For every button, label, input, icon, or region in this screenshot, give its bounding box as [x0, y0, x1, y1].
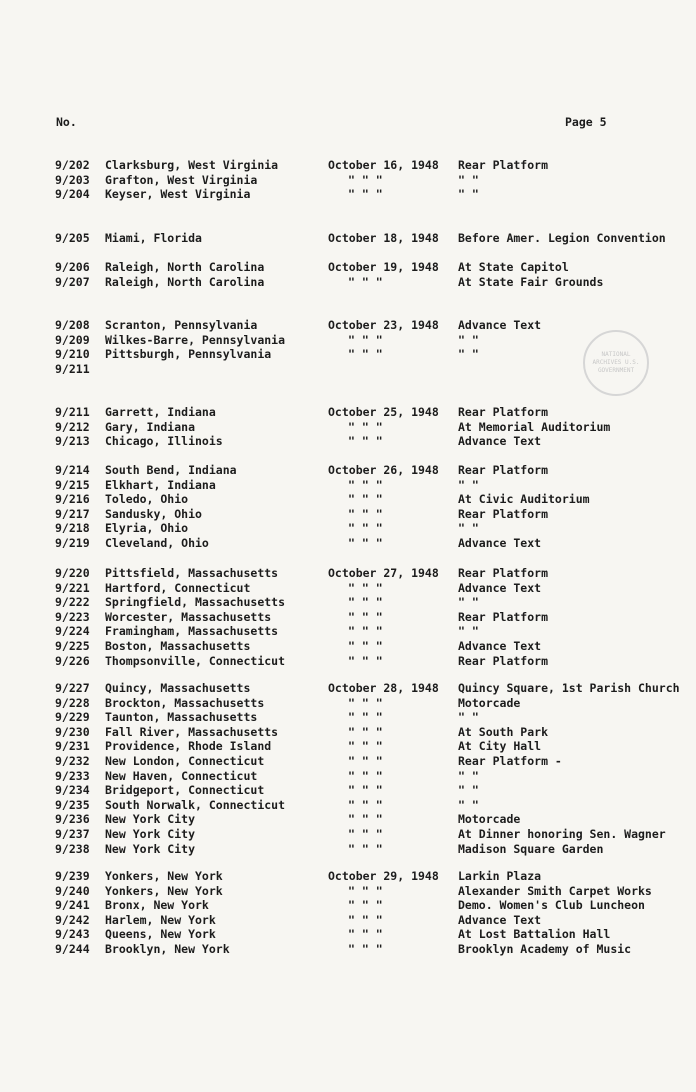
entry-place: Harlem, New York	[105, 912, 216, 927]
entry-group	[0, 405, 696, 449]
entry-date: October 27, 1948	[328, 566, 439, 580]
entry-row	[0, 769, 696, 784]
entry-row	[0, 158, 696, 173]
entry-row	[0, 827, 696, 842]
entry-place: Pittsburgh, Pennsylvania	[105, 347, 272, 362]
entry-row	[0, 362, 696, 377]
entry-number: 9/211	[55, 405, 90, 419]
entry-row	[0, 536, 696, 551]
entry-event: " "	[458, 783, 479, 798]
entry-place: Yonkers, New York	[105, 869, 223, 883]
entry-date: " " "	[348, 826, 383, 841]
entry-event: " "	[458, 521, 479, 536]
entry-row	[0, 710, 696, 725]
entry-event: Advance Text	[458, 318, 542, 332]
entry-number: 9/207	[55, 274, 90, 289]
entry-number: 9/210	[55, 347, 90, 362]
entry-place: Queens, New York	[105, 927, 216, 942]
entry-event: Rear Platform	[458, 158, 549, 172]
entry-place: Pittsfield, Massachusetts	[105, 566, 279, 580]
entry-place: Fall River, Massachusetts	[105, 724, 279, 739]
entry-number: 9/215	[55, 477, 90, 492]
entry-number: 9/233	[55, 768, 90, 783]
entry-row	[0, 842, 696, 857]
entry-date: October 28, 1948	[328, 681, 439, 695]
entry-row	[0, 798, 696, 813]
entry-row	[0, 405, 696, 420]
entry-number: 9/216	[55, 492, 90, 507]
entry-group	[0, 260, 696, 289]
number-column-header: No.	[56, 115, 77, 129]
entry-place: South Bend, Indiana	[105, 463, 237, 477]
entry-place: Sandusky, Ohio	[105, 506, 202, 521]
entry-place: New York City	[105, 826, 196, 841]
entry-event: Before Amer. Legion Convention	[458, 231, 666, 245]
entry-number: 9/230	[55, 724, 90, 739]
entry-number: 9/242	[55, 912, 90, 927]
entry-row	[0, 739, 696, 754]
entry-row	[0, 420, 696, 435]
entry-date: " " "	[348, 653, 383, 668]
entry-row	[0, 521, 696, 536]
entry-date: " " "	[348, 535, 383, 550]
entry-event: " "	[458, 624, 479, 639]
entry-row	[0, 696, 696, 711]
entry-event: Rear Platform	[458, 566, 549, 580]
entry-row	[0, 654, 696, 669]
entry-date: " " "	[348, 187, 383, 202]
entry-event: Motorcade	[458, 695, 521, 710]
entry-place: Brooklyn, New York	[105, 941, 230, 956]
entry-date: " " "	[348, 506, 383, 521]
entry-event: At Memorial Auditorium	[458, 419, 611, 434]
entry-event: Advance Text	[458, 638, 542, 653]
entry-row	[0, 434, 696, 449]
entry-row	[0, 478, 696, 493]
entry-date: " " "	[348, 580, 383, 595]
entry-event: Rear Platform	[458, 609, 549, 624]
entry-date: " " "	[348, 624, 383, 639]
entry-number: 9/222	[55, 595, 90, 610]
entry-row	[0, 681, 696, 696]
entry-group	[0, 231, 696, 246]
entry-event: Larkin Plaza	[458, 869, 542, 883]
entry-number: 9/228	[55, 695, 90, 710]
entry-row	[0, 318, 696, 333]
entry-place: Springfield, Massachusetts	[105, 595, 286, 610]
entry-number: 9/225	[55, 638, 90, 653]
entry-row	[0, 639, 696, 654]
entry-number: 9/241	[55, 898, 90, 913]
entry-number: 9/206	[55, 260, 90, 274]
entry-event: Quincy Square, 1st Parish Church	[458, 681, 680, 695]
entry-date: " " "	[348, 638, 383, 653]
entry-group	[0, 681, 696, 856]
entry-date: " " "	[348, 419, 383, 434]
entry-number: 9/203	[55, 172, 90, 187]
entry-place: New York City	[105, 812, 196, 827]
entry-row	[0, 869, 696, 884]
entry-group	[0, 463, 696, 551]
entry-group	[0, 566, 696, 668]
entry-event: Rear Platform	[458, 463, 549, 477]
entry-event: Advance Text	[458, 912, 542, 927]
entry-date: " " "	[348, 739, 383, 754]
entry-group	[0, 318, 696, 376]
entry-date: October 26, 1948	[328, 463, 439, 477]
entry-event: " "	[458, 332, 479, 347]
entry-place: Keyser, West Virginia	[105, 187, 251, 202]
entry-place: New Haven, Connecticut	[105, 768, 258, 783]
entry-row	[0, 231, 696, 246]
entry-date: " " "	[348, 783, 383, 798]
entry-place: Elkhart, Indiana	[105, 477, 216, 492]
entry-place: Raleigh, North Carolina	[105, 274, 265, 289]
entry-event: At Lost Battalion Hall	[458, 927, 611, 942]
entry-date: " " "	[348, 695, 383, 710]
entry-number: 9/212	[55, 419, 90, 434]
entry-event: At Civic Auditorium	[458, 492, 590, 507]
entry-row	[0, 783, 696, 798]
entry-date: " " "	[348, 710, 383, 725]
entry-event: At State Capitol	[458, 260, 569, 274]
entry-date: " " "	[348, 332, 383, 347]
entry-event: " "	[458, 347, 479, 362]
entry-place: Bridgeport, Connecticut	[105, 783, 265, 798]
entry-date: " " "	[348, 347, 383, 362]
entry-event: Alexander Smith Carpet Works	[458, 883, 652, 898]
entry-row	[0, 566, 696, 581]
entry-place: Toledo, Ohio	[105, 492, 189, 507]
entry-date: " " "	[348, 927, 383, 942]
entry-date: " " "	[348, 898, 383, 913]
entry-event: At Dinner honoring Sen. Wagner	[458, 826, 666, 841]
entry-row	[0, 173, 696, 188]
entry-place: Scranton, Pennsylvania	[105, 318, 258, 332]
entry-event: Advance Text	[458, 580, 542, 595]
entry-number: 9/229	[55, 710, 90, 725]
entry-event: Rear Platform -	[458, 753, 562, 768]
entry-number: 9/235	[55, 797, 90, 812]
entry-place: Yonkers, New York	[105, 883, 223, 898]
entry-row	[0, 492, 696, 507]
entry-date: " " "	[348, 274, 383, 289]
entry-date: " " "	[348, 609, 383, 624]
entry-row	[0, 507, 696, 522]
entry-number: 9/244	[55, 941, 90, 956]
entry-place: Taunton, Massachusetts	[105, 710, 258, 725]
entry-date: " " "	[348, 797, 383, 812]
archive-stamp-text: NATIONAL ARCHIVES U.S. GOVERNMENT	[592, 351, 640, 374]
entry-date: " " "	[348, 521, 383, 536]
entry-event: At State Fair Grounds	[458, 274, 604, 289]
entry-row	[0, 581, 696, 596]
entry-row	[0, 725, 696, 740]
entry-place: South Norwalk, Connecticut	[105, 797, 286, 812]
entry-row	[0, 347, 696, 362]
entry-place: Miami, Florida	[105, 231, 202, 245]
entry-number: 9/213	[55, 434, 90, 449]
entry-number: 9/232	[55, 753, 90, 768]
entry-event: Advance Text	[458, 434, 542, 449]
entry-place: Elyria, Ohio	[105, 521, 189, 536]
entry-date: " " "	[348, 724, 383, 739]
entry-event: Rear Platform	[458, 506, 549, 521]
entry-number: 9/220	[55, 566, 90, 580]
entry-place: New York City	[105, 841, 196, 856]
entry-row	[0, 463, 696, 478]
entry-number: 9/217	[55, 506, 90, 521]
entry-place: Providence, Rhode Island	[105, 739, 272, 754]
entry-place: Worcester, Massachusetts	[105, 609, 272, 624]
entry-number: 9/221	[55, 580, 90, 595]
entry-row	[0, 812, 696, 827]
entry-number: 9/239	[55, 869, 90, 883]
entry-row	[0, 610, 696, 625]
entry-place: Clarksburg, West Virginia	[105, 158, 279, 172]
entry-number: 9/205	[55, 231, 90, 245]
entry-place: Raleigh, North Carolina	[105, 260, 265, 274]
page-number: Page 5	[565, 115, 607, 129]
entry-date: " " "	[348, 172, 383, 187]
entry-date: " " "	[348, 477, 383, 492]
entry-row	[0, 898, 696, 913]
entry-place: Garrett, Indiana	[105, 405, 216, 419]
entry-event: Madison Square Garden	[458, 841, 604, 856]
entry-date: " " "	[348, 812, 383, 827]
entry-row	[0, 942, 696, 957]
entry-number: 9/224	[55, 624, 90, 639]
entry-number: 9/231	[55, 739, 90, 754]
entry-row	[0, 624, 696, 639]
entry-event: At South Park	[458, 724, 549, 739]
entry-place: Chicago, Illinois	[105, 434, 223, 449]
entry-event: Advance Text	[458, 535, 542, 550]
entry-place: New London, Connecticut	[105, 753, 265, 768]
entry-row	[0, 275, 696, 290]
entry-number: 9/238	[55, 841, 90, 856]
entry-row	[0, 595, 696, 610]
entry-number: 9/227	[55, 681, 90, 695]
entry-place: Cleveland, Ohio	[105, 535, 209, 550]
entry-number: 9/214	[55, 463, 90, 477]
entry-event: " "	[458, 797, 479, 812]
entry-number: 9/219	[55, 535, 90, 550]
entry-date: " " "	[348, 883, 383, 898]
entry-number: 9/208	[55, 318, 90, 332]
entry-place: Boston, Massachusetts	[105, 638, 251, 653]
entry-date: October 19, 1948	[328, 260, 439, 274]
entry-place: Quincy, Massachusetts	[105, 681, 251, 695]
entry-place: Hartford, Connecticut	[105, 580, 251, 595]
entry-date: October 16, 1948	[328, 158, 439, 172]
entry-place: Brockton, Massachusetts	[105, 695, 265, 710]
entry-date: October 29, 1948	[328, 869, 439, 883]
entry-row	[0, 884, 696, 899]
entry-row	[0, 333, 696, 348]
entry-number: 9/218	[55, 521, 90, 536]
entry-group	[0, 158, 696, 202]
entry-date: October 18, 1948	[328, 231, 439, 245]
entry-event: Rear Platform	[458, 653, 549, 668]
entry-date: October 23, 1948	[328, 318, 439, 332]
entry-date: " " "	[348, 841, 383, 856]
entry-event: " "	[458, 710, 479, 725]
entry-number: 9/226	[55, 653, 90, 668]
entry-place: Bronx, New York	[105, 898, 209, 913]
entry-event: " "	[458, 595, 479, 610]
entry-place: Gary, Indiana	[105, 419, 196, 434]
entry-row	[0, 260, 696, 275]
entry-number: 9/240	[55, 883, 90, 898]
entry-number: 9/209	[55, 332, 90, 347]
entry-event: At City Hall	[458, 739, 542, 754]
entry-event: " "	[458, 768, 479, 783]
entry-place: Grafton, West Virginia	[105, 172, 258, 187]
entry-row	[0, 927, 696, 942]
entry-group	[0, 869, 696, 957]
entry-event: " "	[458, 187, 479, 202]
entry-date: " " "	[348, 941, 383, 956]
entry-event: " "	[458, 477, 479, 492]
entry-row	[0, 754, 696, 769]
entry-number: 9/211	[55, 361, 90, 376]
entry-number: 9/234	[55, 783, 90, 798]
entry-number: 9/204	[55, 187, 90, 202]
entry-number: 9/243	[55, 927, 90, 942]
entry-date: " " "	[348, 492, 383, 507]
entry-event: Motorcade	[458, 812, 521, 827]
entry-date: " " "	[348, 768, 383, 783]
entry-date: October 25, 1948	[328, 405, 439, 419]
entry-date: " " "	[348, 595, 383, 610]
entry-row	[0, 913, 696, 928]
entry-date: " " "	[348, 753, 383, 768]
entry-date: " " "	[348, 434, 383, 449]
entry-place: Wilkes-Barre, Pennsylvania	[105, 332, 286, 347]
entry-date: " " "	[348, 912, 383, 927]
entry-place: Framingham, Massachusetts	[105, 624, 279, 639]
entry-number: 9/237	[55, 826, 90, 841]
entry-number: 9/223	[55, 609, 90, 624]
entry-place: Thompsonville, Connecticut	[105, 653, 286, 668]
entry-number: 9/202	[55, 158, 90, 172]
entry-row	[0, 187, 696, 202]
entry-event: Brooklyn Academy of Music	[458, 941, 632, 956]
entry-event: " "	[458, 172, 479, 187]
entry-event: Rear Platform	[458, 405, 549, 419]
entry-number: 9/236	[55, 812, 90, 827]
entry-event: Demo. Women's Club Luncheon	[458, 898, 645, 913]
